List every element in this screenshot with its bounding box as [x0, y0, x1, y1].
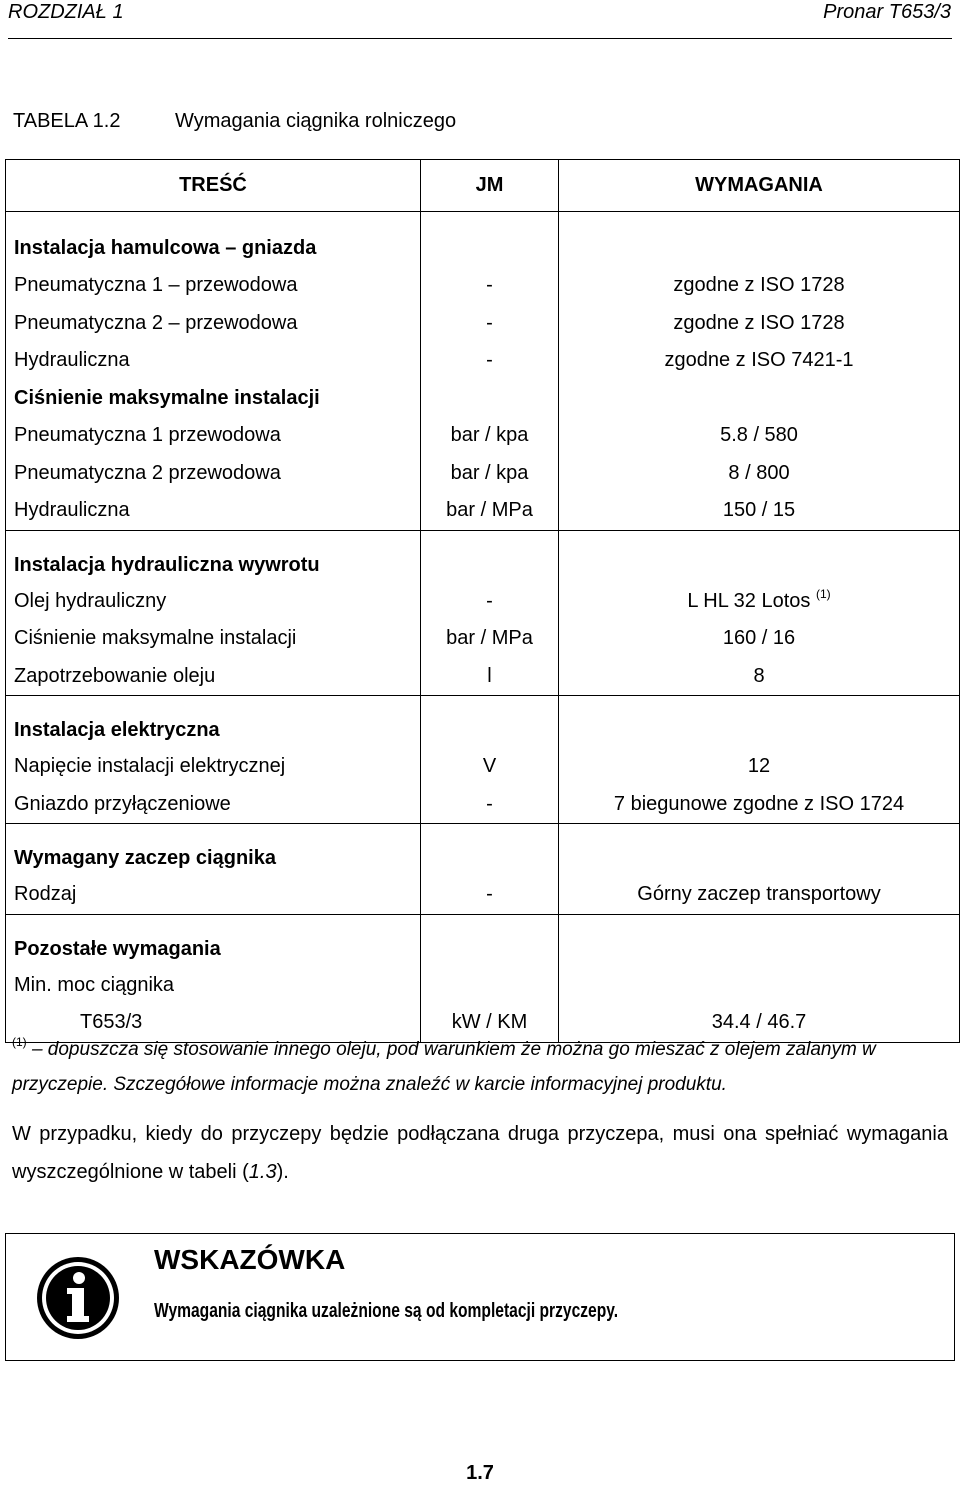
row-unit: -: [421, 267, 559, 305]
row-label: Hydrauliczna: [6, 492, 421, 530]
row-value: 5.8 / 580: [559, 417, 960, 455]
section-row: [6, 914, 960, 967]
row-label: Ciśnienie maksymalne instalacji: [6, 620, 421, 658]
table-number: TABELA 1.2: [13, 110, 121, 132]
table-row: [6, 748, 960, 786]
section-title: Instalacja elektryczna: [6, 696, 421, 749]
table-row: [6, 305, 960, 343]
page-header: [0, 0, 960, 40]
requirements-table: [5, 159, 960, 1043]
row-value: 150 / 15: [559, 492, 960, 530]
table-row: [6, 492, 960, 530]
row-unit: -: [421, 583, 559, 621]
table-row: [6, 786, 960, 824]
table-row: [6, 967, 960, 1005]
table-row: [6, 658, 960, 696]
chapter-label: ROZDZIAŁ 1: [8, 1, 124, 23]
section-row: [6, 824, 960, 877]
row-unit: l: [421, 658, 559, 696]
table-row: [6, 417, 960, 455]
row-unit: V: [421, 748, 559, 786]
section-title: Wymagany zaczep ciągnika: [6, 824, 421, 877]
row-unit: -: [421, 876, 559, 914]
row-unit: -: [421, 786, 559, 824]
row-label: Pneumatyczna 2 przewodowa: [6, 455, 421, 493]
row-unit: bar / MPa: [421, 492, 559, 530]
table-row: [6, 583, 960, 621]
table-row: [6, 342, 960, 380]
header-rule: [8, 38, 952, 39]
row-label: Rodzaj: [6, 876, 421, 914]
row-unit: -: [421, 305, 559, 343]
section-row: [6, 212, 960, 268]
row-label: Gniazdo przyłączeniowe: [6, 786, 421, 824]
row-label: Pneumatyczna 1 – przewodowa: [6, 267, 421, 305]
row-label: T653/3: [6, 1004, 421, 1042]
row-value: [559, 583, 960, 621]
section-title: Instalacja hydrauliczna wywrotu: [6, 530, 421, 583]
body-paragraph: [12, 1115, 948, 1191]
tip-box: [5, 1233, 955, 1361]
row-value: 8: [559, 658, 960, 696]
table-footnote: [12, 1032, 942, 1102]
row-label: Min. moc ciągnika: [6, 967, 421, 1005]
column-header-unit: JM: [421, 160, 559, 212]
section-row: [6, 380, 960, 418]
section-row: [6, 530, 960, 583]
tip-text: Wymagania ciągnika uzależnione są od kompletacji przyczepy.: [154, 1300, 619, 1322]
row-label: Pneumatyczna 1 przewodowa: [6, 417, 421, 455]
row-value: zgodne z ISO 1728: [559, 305, 960, 343]
paragraph-text: W przypadku, kiedy do przyczepy będzie podłączana druga przyczepa, musi ona spełniać wymagania wyszczególnione w tabeli (: [12, 1123, 948, 1183]
table-title: Wymagania ciągnika rolniczego: [175, 110, 457, 132]
row-value: zgodne z ISO 7421-1: [559, 342, 960, 380]
table-row: [6, 455, 960, 493]
footnote-ref: (1): [815, 586, 831, 601]
column-header-requirements: WYMAGANIA: [559, 160, 960, 212]
section-title: Ciśnienie maksymalne instalacji: [6, 380, 421, 418]
row-label: Pneumatyczna 2 – przewodowa: [6, 305, 421, 343]
row-label: Zapotrzebowanie oleju: [6, 658, 421, 696]
footnote-text: – dopuszcza się stosowanie innego oleju, pod warunkiem że można go mieszać z olejem zalanym w przyczepie. Szczegółowe informacje można znaleźć w karcie informacyjnej produktu.: [12, 1039, 876, 1095]
row-unit: bar / kpa: [421, 417, 559, 455]
table-header-row: [6, 160, 960, 212]
row-unit: bar / kpa: [421, 455, 559, 493]
paragraph-text-end: ).: [276, 1161, 289, 1183]
row-value: 12: [559, 748, 960, 786]
table-row: [6, 876, 960, 914]
footnote-marker: (1): [12, 1035, 27, 1049]
row-label: Napięcie instalacji elektrycznej: [6, 748, 421, 786]
row-label: Olej hydrauliczny: [6, 583, 421, 621]
row-value: 34.4 / 46.7: [559, 1004, 960, 1042]
row-value: zgodne z ISO 1728: [559, 267, 960, 305]
table-row: [6, 620, 960, 658]
row-unit: kW / KM: [421, 1004, 559, 1042]
row-label: Hydrauliczna: [6, 342, 421, 380]
section-row: [6, 696, 960, 749]
row-value: Górny zaczep transportowy: [559, 876, 960, 914]
info-icon: [34, 1254, 122, 1342]
row-value: 7 biegunowe zgodne z ISO 1724: [559, 786, 960, 824]
tip-title: WSKAZÓWKA: [154, 1244, 346, 1275]
table-row: [6, 267, 960, 305]
table-caption: [13, 110, 456, 133]
table-reference: 1.3: [248, 1161, 277, 1183]
product-label: Pronar T653/3: [823, 1, 951, 23]
row-value: 8 / 800: [559, 455, 960, 493]
section-title: Instalacja hamulcowa – gniazda: [6, 212, 421, 268]
oil-name: L HL 32 Lotos: [687, 589, 811, 612]
row-value: 160 / 16: [559, 620, 960, 658]
column-header-content: TREŚĆ: [6, 160, 421, 212]
section-title: Pozostałe wymagania: [6, 914, 421, 967]
row-unit: bar / MPa: [421, 620, 559, 658]
row-unit: -: [421, 342, 559, 380]
page-number: 1.7: [466, 1462, 494, 1484]
